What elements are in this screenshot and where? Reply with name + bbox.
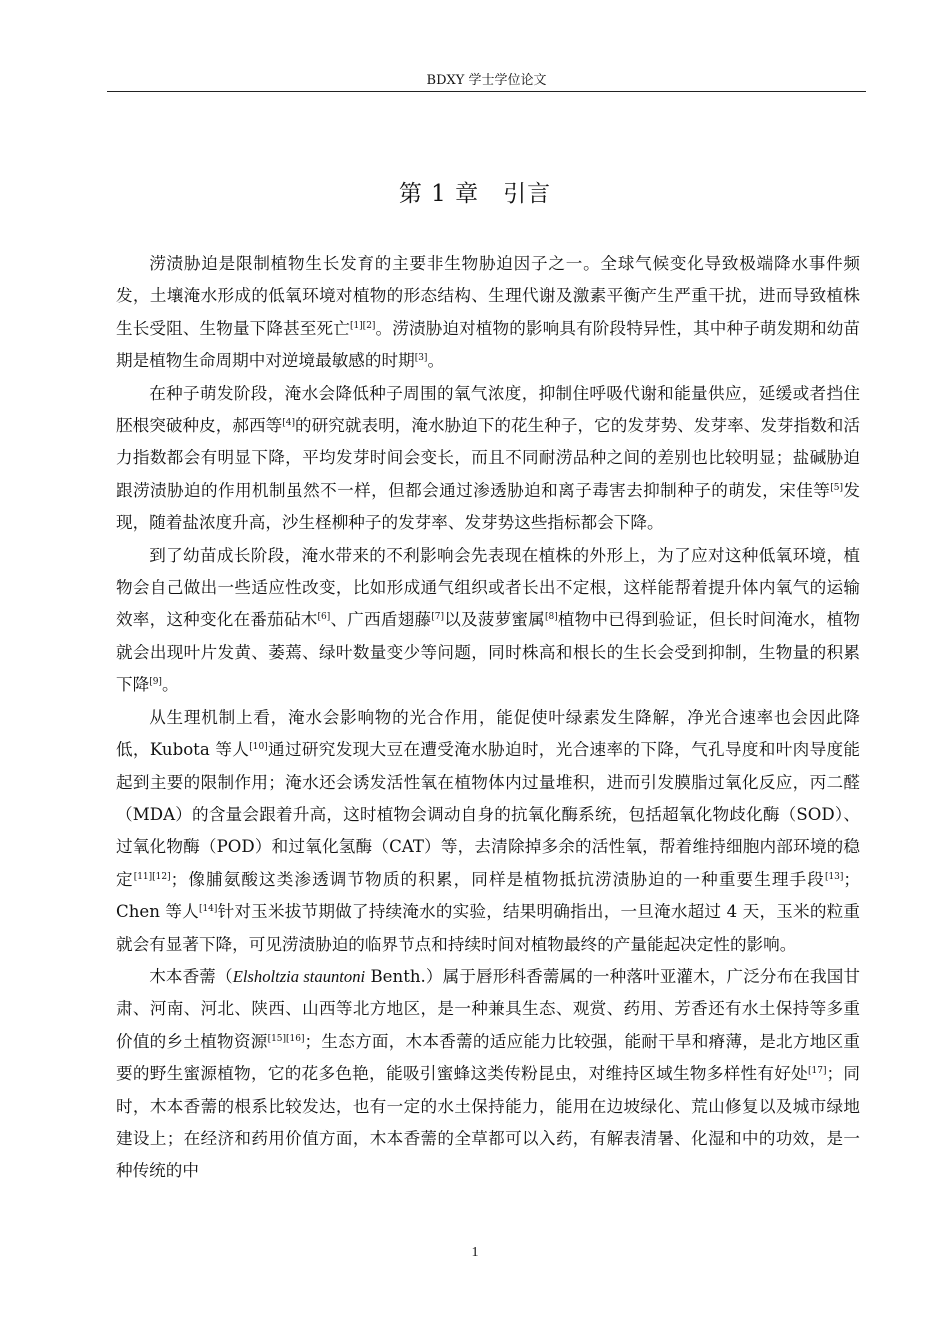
paragraph-text: ；同时，木本香薷的根系比较发达，也有一定的水土保持能力，能用在边坡绿化、荒山修复以及城市绿地建设上；在经济和药用价值方面，木本香薷的全草都可以入药，有解表清暑、化湿和中的功效，是一种传统的中 (116, 1064, 861, 1181)
paragraph-text: 针对玉米拔节期做了持续淹水的实验，结果明确指出，一旦淹水超过 4 天，玉米的粒重就会有显著下降，可见涝渍胁迫的临界节点和持续时间对植物最终的产量能起决定性的影响。 (116, 902, 860, 954)
page-number: 1 (471, 1245, 479, 1260)
chapter-number: 第 1 章 (398, 181, 480, 207)
paragraph-text: Benth.）属于唇形科香薷属的一种落叶亚灌木，广泛分布在我国甘肃、河南、河北、陕西、山西等北方地区，是一种兼具生态、观赏、药用、芳香还有水土保持等多重价值的乡土植物资源 (116, 966, 861, 1051)
chapter-title: 引言 (503, 181, 552, 207)
paragraph-text: 通过研究发现大豆在遭受淹水胁迫时，光合速率的下降，气孔导度和叶肉导度能起到主要的限制作用；淹水还会诱发活性氧在植物体内过量堆积，进而引发膜脂过氧化反应，丙二醛（MDA）的含量会跟着升高，这时植物会调动自身的抗氧化酶系统，包括超氧化物歧化酶（SOD）、过氧化物酶（POD）和过氧化氢酶（CAT）等，去清除掉多余的活性氧，帮着维持细胞内部环境的稳定 (116, 740, 861, 889)
citation-ref: [6] (317, 612, 331, 623)
paragraph-text: ；像脯氨酸这类渗透调节物质的积累，同样是植物抵抗涝渍胁迫的一种重要生理手段 (170, 869, 825, 889)
paragraph (116, 702, 860, 961)
citation-ref: [9] (149, 677, 162, 688)
citation-ref: [5] (830, 482, 843, 493)
paragraph-text: 的研究就表明，淹水胁迫下的花生种子，它的发芽势、发芽率、发芽指数和活力指数都会有明显下降，平均发芽时间会变长，而且不同耐涝品种之间的差别也比较明显；盐碱胁迫跟涝渍胁迫的作用机制虽然不一样，但都会通过渗透胁迫和离子毒害去抑制种子的萌发，宋佳等 (116, 416, 861, 500)
citation-ref: [1][2] (349, 320, 376, 331)
paragraph (116, 540, 860, 702)
paragraph-text: 从生理机制上看，淹水会影响物的光合作用，能促使叶绿素发生降解，净光合速率也会因此降低，Kubota 等人 (116, 707, 860, 760)
paragraph-text: ；Chen 等人 (116, 869, 861, 922)
citation-ref: [13] (824, 871, 844, 882)
paragraph-text: ；生态方面，木本香薷的适应能力比较强，能耐干旱和瘠薄，是北方地区重要的野生蜜源植物，它的花多色艳，能吸引蜜蜂这类传粉昆虫，对维持区域生物多样性有好处 (116, 1031, 860, 1084)
citation-ref: [7] (431, 612, 444, 623)
paragraph-text: 在种子萌发阶段，淹水会降低种子周围的氧气浓度，抑制住呼吸代谢和能量供应，延缓或者挡住胚根突破种皮，郝西等 (116, 383, 860, 436)
citation-ref: [4] (282, 418, 295, 429)
citation-ref: [11][12] (133, 871, 171, 882)
paragraph-text: 。 (427, 351, 445, 371)
paragraph-text: 到了幼苗成长阶段，淹水带来的不利影响会先表现在植株的外形上，为了应对这种低氧环境，植物会自己做出一些适应性改变，比如形成通气组织或者长出不定根，这样能帮着提升体内氧气的运输效率，这种变化在番茄砧木 (116, 545, 860, 630)
citation-ref: [10] (249, 742, 268, 753)
citation-ref: [8] (544, 612, 558, 623)
paragraph-text: 以及菠萝蜜属 (444, 610, 545, 630)
paragraph-text: 发现，随着盐浓度升高，沙生柽柳种子的发芽率、发芽势这些指标都会下降。 (116, 480, 861, 533)
citation-ref: [14] (198, 904, 218, 915)
chapter-heading (0, 177, 950, 211)
paragraph-text: 植物中已得到验证，但长时间淹水，植物就会出现叶片发黄、萎蔫、绿叶数量变少等问题，同时株高和根长的生长会受到抑制，生物量的积累下降 (116, 610, 861, 695)
paragraph-text: 。涝渍胁迫对植物的影响具有阶段特异性，其中种子萌发期和幼苗期是植物生命周期中对逆境最敏感的时期 (116, 318, 861, 371)
paragraph (116, 378, 860, 540)
paragraph-text: 木本香薷（ (149, 966, 233, 986)
citation-ref: [17] (808, 1066, 827, 1077)
paragraph-text: 。 (161, 675, 179, 695)
paragraph (116, 248, 860, 378)
citation-ref: [15][16] (267, 1033, 305, 1044)
paragraph-text: 、广西盾翅藤 (330, 610, 432, 630)
paragraph (116, 961, 860, 1188)
species-name: Elsholtzia stauntoni (232, 966, 366, 986)
running-header: BDXY 学士学位论文 (107, 72, 866, 92)
citation-ref: [3] (414, 353, 428, 364)
paragraph-text: 涝渍胁迫是限制植物生长发育的主要非生物胁迫因子之一。全球气候变化导致极端降水事件频发，土壤淹水形成的低氧环境对植物的形态结构、生理代谢及激素平衡产生严重干扰，进而导致植株生长受阻、生物量下降甚至死亡 (116, 254, 860, 338)
body-text (116, 248, 860, 1188)
